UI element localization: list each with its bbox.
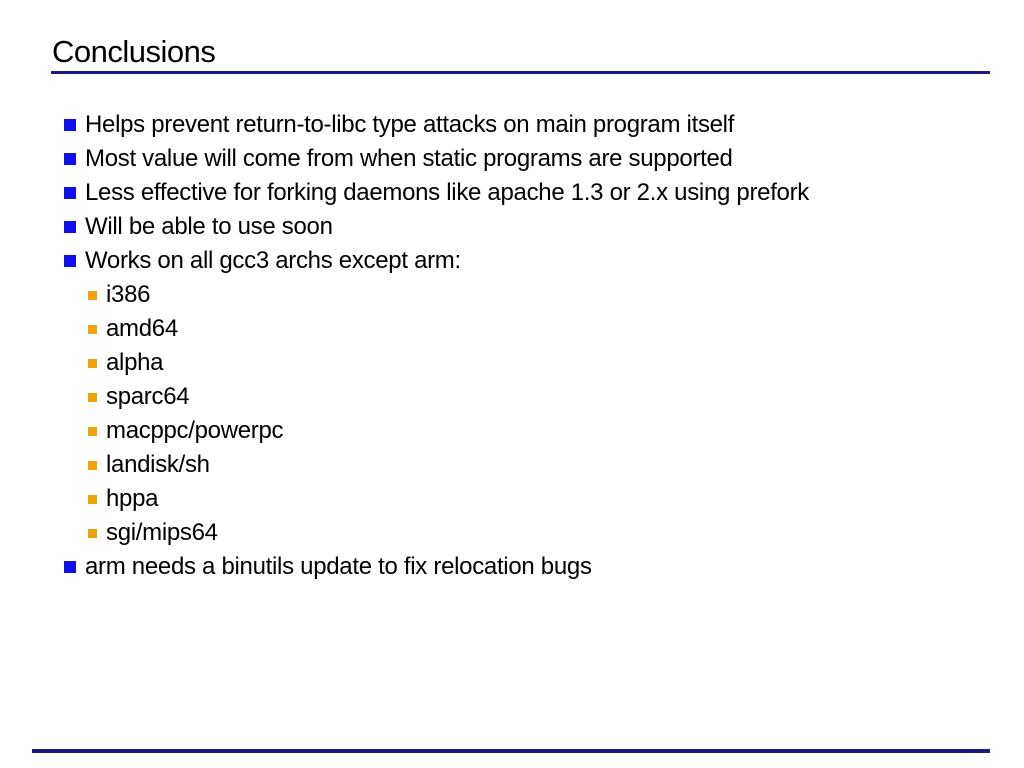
sub-bullet-item	[0, 380, 1024, 414]
sub-bullet-item	[0, 346, 1024, 380]
bullet-item	[0, 142, 1024, 176]
sub-bullet-item	[0, 448, 1024, 482]
blue-square-bullet-icon	[64, 119, 76, 131]
blue-square-bullet-icon	[64, 561, 76, 573]
bullet-text: Works on all gcc3 archs except arm:	[85, 247, 461, 274]
orange-square-bullet-icon	[88, 325, 97, 334]
footer-rule	[32, 749, 990, 753]
bullet-text: i386	[106, 281, 151, 308]
bullet-item	[0, 210, 1024, 244]
sub-bullet-item	[0, 414, 1024, 448]
bullet-text: amd64	[106, 315, 178, 342]
bullet-item	[0, 176, 1024, 210]
bullet-text: macppc/powerpc	[106, 417, 284, 444]
blue-square-bullet-icon	[64, 221, 76, 233]
sub-bullet-item	[0, 482, 1024, 516]
bullet-text: alpha	[106, 349, 164, 376]
orange-square-bullet-icon	[88, 393, 97, 402]
bullet-text: sparc64	[106, 383, 190, 410]
bullet-item	[0, 108, 1024, 142]
orange-square-bullet-icon	[88, 291, 97, 300]
title-underline-rule	[51, 71, 990, 74]
sub-bullet-item	[0, 516, 1024, 550]
bullet-text: Helps prevent return-to-libc type attacks on main program itself	[85, 111, 735, 138]
bullet-text: landisk/sh	[106, 451, 210, 478]
sub-bullet-item	[0, 278, 1024, 312]
bullet-text: Most value will come from when static programs are supported	[85, 145, 733, 172]
bullet-text: sgi/mips64	[106, 519, 218, 546]
bullet-item	[0, 550, 1024, 584]
bullet-item	[0, 244, 1024, 278]
blue-square-bullet-icon	[64, 187, 76, 199]
orange-square-bullet-icon	[88, 495, 97, 504]
blue-square-bullet-icon	[64, 153, 76, 165]
orange-square-bullet-icon	[88, 529, 97, 538]
blue-square-bullet-icon	[64, 255, 76, 267]
bullet-text: Will be able to use soon	[85, 213, 333, 240]
slide-title: Conclusions	[52, 34, 216, 69]
bullet-list	[0, 108, 1024, 584]
bullet-text: hppa	[106, 485, 159, 512]
orange-square-bullet-icon	[88, 427, 97, 436]
bullet-text: Less effective for forking daemons like apache 1.3 or 2.x using prefork	[85, 179, 810, 206]
orange-square-bullet-icon	[88, 461, 97, 470]
sub-bullet-item	[0, 312, 1024, 346]
orange-square-bullet-icon	[88, 359, 97, 368]
bullet-text: arm needs a binutils update to fix relocation bugs	[85, 553, 592, 580]
